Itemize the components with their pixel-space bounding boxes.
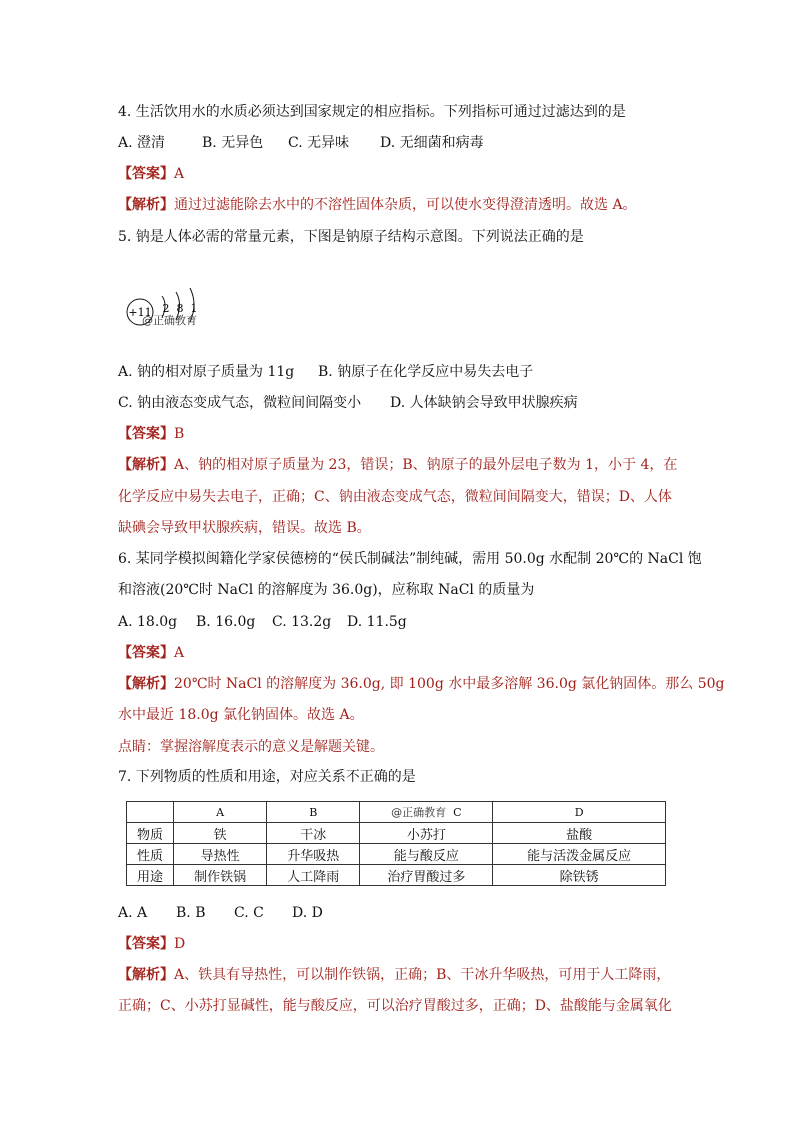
analysis-label: 【解析】 bbox=[118, 967, 174, 983]
answer-label: 【答案】 bbox=[118, 645, 174, 661]
q4-analysis bbox=[118, 195, 637, 215]
q7-options bbox=[118, 903, 323, 923]
q6-option-c: C. 13.2g bbox=[272, 614, 332, 630]
watermark: @正确教育 bbox=[142, 314, 197, 327]
q5-option-a: A. 钠的相对原子质量为 11g bbox=[118, 364, 295, 380]
table-row bbox=[127, 844, 666, 865]
q7-analysis-line-1 bbox=[118, 965, 670, 985]
table-cell: 导热性 bbox=[174, 844, 267, 865]
sodium-atom-diagram bbox=[122, 282, 212, 342]
q6-option-a: A. 18.0g bbox=[118, 614, 178, 630]
q7-option-d: D. D bbox=[292, 905, 323, 921]
table-cell: 升华吸热 bbox=[267, 844, 360, 865]
table-row bbox=[127, 865, 666, 886]
q5-analysis-line-3: 缺碘会导致甲状腺疾病，错误。故选 B。 bbox=[118, 520, 371, 536]
q5-option-c: C. 钠由液态变成气态，微粒间间隔变小 bbox=[118, 395, 362, 411]
table-cell bbox=[127, 802, 174, 823]
q4-option-a: A. 澄清 bbox=[118, 135, 166, 151]
table-cell: 铁 bbox=[174, 823, 267, 844]
analysis-label: 【解析】 bbox=[118, 457, 174, 473]
q6-answer bbox=[118, 643, 184, 663]
q7-answer bbox=[118, 934, 185, 954]
table-cell: 用途 bbox=[127, 865, 174, 886]
q6-stem-line-2: 和溶液(20℃时 NaCl 的溶解度为 36.0g)，应称取 NaCl 的质量为 bbox=[118, 582, 535, 598]
answer-label: 【答案】 bbox=[118, 936, 174, 952]
q5-options-row1 bbox=[118, 362, 533, 382]
q4-option-d: D. 无细菌和病毒 bbox=[380, 135, 484, 151]
table-cell: 治疗胃酸过多 bbox=[360, 865, 493, 886]
q7-option-b: B. B bbox=[176, 905, 206, 921]
table-cell: D bbox=[493, 802, 666, 823]
q6-option-d: D. 11.5g bbox=[347, 614, 407, 630]
q6-analysis-line-2: 水中最近 18.0g 氯化钠固体。故选 A。 bbox=[118, 707, 364, 723]
q7-stem: 7. 下列物质的性质和用途，对应关系不正确的是 bbox=[118, 769, 416, 785]
atom-shell-1: 2 bbox=[162, 302, 170, 315]
analysis-text: 20℃时 NaCl 的溶解度为 36.0g, 即 100g 水中最多溶解 36.0g 氯化钠固体。那么 50g bbox=[174, 676, 725, 692]
analysis-text: 通过过滤能除去水中的不溶性固体杂质，可以使水变得澄清透明。故选 A。 bbox=[174, 197, 637, 213]
table-cell: A bbox=[174, 802, 267, 823]
q5-stem: 5. 钠是人体必需的常量元素，下图是钠原子结构示意图。下列说法正确的是 bbox=[118, 229, 584, 245]
table-header-row bbox=[127, 802, 666, 823]
q6-stem-line-1: 6. 某同学模拟闽籍化学家侯德榜的“侯氏制碱法”制纯碱，需用 50.0g 水配制 20℃的 NaCl 饱 bbox=[118, 551, 702, 567]
analysis-text: A、钠的相对原子质量为 23，错误；B、钠原子的最外层电子数为 1，小于 4，在 bbox=[174, 457, 678, 473]
q4-option-b: B. 无异色 bbox=[202, 135, 264, 151]
q7-analysis-line-2: 正确；C、小苏打显碱性，能与酸反应，可以治疗胃酸过多，正确；D、盐酸能与金属氧化 bbox=[118, 998, 672, 1014]
table-cell: 物质 bbox=[127, 823, 174, 844]
table-cell: 盐酸 bbox=[493, 823, 666, 844]
properties-table bbox=[126, 801, 666, 886]
q7-option-a: A. A bbox=[118, 905, 148, 921]
table-cell: 能与活泼金属反应 bbox=[493, 844, 666, 865]
answer-value: A bbox=[174, 166, 185, 182]
q6-option-b: B. 16.0g bbox=[196, 614, 256, 630]
answer-value: A bbox=[174, 645, 185, 661]
q5-analysis-line-1 bbox=[118, 455, 677, 475]
q4-option-c: C. 无异味 bbox=[288, 135, 350, 151]
table-row bbox=[127, 823, 666, 844]
table-cell: B bbox=[267, 802, 360, 823]
q5-answer bbox=[118, 424, 184, 444]
table-cell: 小苏打 bbox=[360, 823, 493, 844]
analysis-text: A、铁具有导热性，可以制作铁锅，正确；B、干冰升华吸热，可用于人工降雨， bbox=[174, 967, 671, 983]
table-cell: 能与酸反应 bbox=[360, 844, 493, 865]
atom-nucleus: +11 bbox=[128, 306, 152, 319]
table-cell: 性质 bbox=[127, 844, 174, 865]
q7-option-c: C. C bbox=[234, 905, 264, 921]
watermark: @正确教育 bbox=[391, 806, 447, 819]
analysis-label: 【解析】 bbox=[118, 676, 174, 692]
q6-analysis-line-1 bbox=[118, 674, 725, 694]
answer-label: 【答案】 bbox=[118, 166, 174, 182]
answer-label: 【答案】 bbox=[118, 426, 174, 442]
answer-value: D bbox=[174, 936, 186, 952]
table-cell: 干冰 bbox=[267, 823, 360, 844]
analysis-label: 【解析】 bbox=[118, 197, 174, 213]
answer-value: B bbox=[174, 426, 185, 442]
q4-stem: 4. 生活饮用水的水质必须达到国家规定的相应指标。下列指标可通过过滤达到的是 bbox=[118, 104, 626, 120]
q4-answer bbox=[118, 164, 184, 184]
q5-options-row2 bbox=[118, 393, 578, 413]
q5-option-d: D. 人体缺钠会导致甲状腺疾病 bbox=[390, 395, 578, 411]
q5-analysis-line-2: 化学反应中易失去电子，正确；C、钠由液态变成气态，微粒间间隔变大，错误；D、人体 bbox=[118, 489, 672, 505]
table-cell: 制作铁锅 bbox=[174, 865, 267, 886]
table-cell: 除铁锈 bbox=[493, 865, 666, 886]
atom-shell-2: 8 bbox=[176, 302, 184, 315]
atom-shell-3: 1 bbox=[190, 302, 198, 315]
q6-tip: 点睛：掌握溶解度表示的意义是解题关键。 bbox=[118, 739, 384, 755]
q4-options bbox=[118, 133, 484, 153]
table-cell: 人工降雨 bbox=[267, 865, 360, 886]
table-header-c: C bbox=[453, 806, 462, 819]
table-cell bbox=[360, 802, 493, 823]
q5-option-b: B. 钠原子在化学反应中易失去电子 bbox=[318, 364, 534, 380]
q6-options bbox=[118, 612, 407, 632]
